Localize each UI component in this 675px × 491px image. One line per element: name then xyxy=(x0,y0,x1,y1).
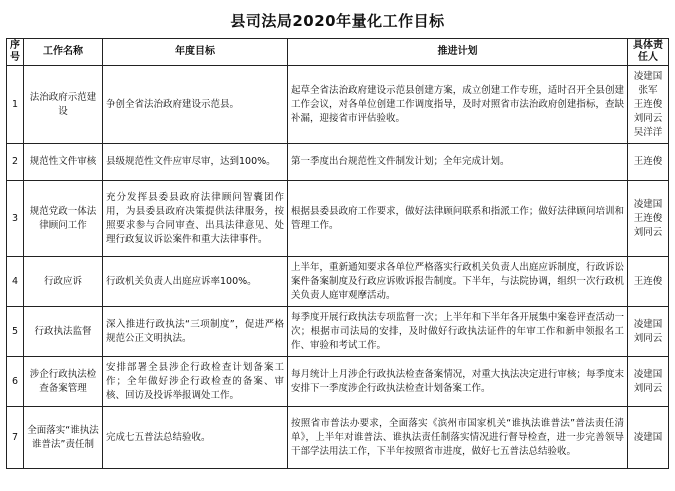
row-seq: 5 xyxy=(7,307,24,357)
row-seq: 2 xyxy=(7,144,24,181)
row-goal: 安排部署全县涉企行政检查计划备案工作；全年做好涉企行政检查的备案、审核、回访及投诉举报调处工作。 xyxy=(103,357,288,407)
row-name: 行政应诉 xyxy=(24,257,103,307)
row-seq: 4 xyxy=(7,257,24,307)
resp-name: 吴洋洋 xyxy=(633,126,663,138)
row-seq: 1 xyxy=(7,66,24,144)
resp-name: 凌建国 xyxy=(633,198,663,210)
row-goal: 行政机关负责人出庭应诉率100%。 xyxy=(103,257,288,307)
row-name: 规范性文件审核 xyxy=(24,144,103,181)
row-name: 涉企行政执法检查备案管理 xyxy=(24,357,103,407)
header-name: 工作名称 xyxy=(24,39,103,66)
row-plan: 按照省市普法办要求，全面落实《滨州市国家机关“谁执法谁普法”普法责任清单》，上半年对谁普法、谁执法责任制落实情况进行督导检查，进一步完善领导干部学法用法工作，下半年按照省市进度，做好七五普法总结验收。 xyxy=(288,407,628,469)
header-resp: 具体责任人 xyxy=(628,39,669,66)
resp-name: 王连俊 xyxy=(633,156,663,167)
row-goal: 争创全省法治政府建设示范县。 xyxy=(103,66,288,144)
table-row xyxy=(7,66,669,144)
resp-name: 凌建国 xyxy=(633,431,663,443)
row-plan: 起草全省法治政府建设示范县创建方案，成立创建工作专班，适时召开全县创建工作会议，对各单位创建工作调度指导，及时对照省市法治政府创建指标，查缺补漏，迎接省市评估验收。 xyxy=(288,66,628,144)
resp-name: 凌建国 xyxy=(633,318,663,330)
table-header-row xyxy=(7,39,669,66)
row-resp xyxy=(628,307,669,357)
table-row xyxy=(7,144,669,181)
row-goal: 县级规范性文件应审尽审，达到100%。 xyxy=(103,144,288,181)
resp-name: 刘同云 xyxy=(633,226,663,238)
row-name: 法治政府示范建设 xyxy=(24,66,103,144)
resp-name: 凌建国 xyxy=(633,70,663,82)
row-goal: 完成七五普法总结验收。 xyxy=(103,407,288,469)
header-plan: 推进计划 xyxy=(288,39,628,66)
table-row xyxy=(7,257,669,307)
row-plan: 每季度开展行政执法专项监督一次；上半年和下半年各开展集中案卷评查活动一次；根据市司法局的安排，及时做好行政执法证件的年审工作和新申领报名工作、审验和考试工作。 xyxy=(288,307,628,357)
resp-name: 王连俊 xyxy=(633,98,663,110)
row-name: 行政执法监督 xyxy=(24,307,103,357)
table-row xyxy=(7,181,669,257)
resp-name: 刘同云 xyxy=(633,112,663,124)
resp-name: 刘同云 xyxy=(633,382,663,394)
resp-name: 王连俊 xyxy=(633,212,663,224)
row-name: 规范党政一体法律顾问工作 xyxy=(24,181,103,257)
row-plan: 上半年，重新通知要求各单位严格落实行政机关负责人出庭应诉制度，行政诉讼案件备案制度及行政应诉败诉报告制度。下半年，与法院协调，组织一次行政机关负责人庭审观摩活动。 xyxy=(288,257,628,307)
table-row xyxy=(7,307,669,357)
resp-name: 张军 xyxy=(638,84,658,96)
row-resp xyxy=(628,407,669,469)
row-resp xyxy=(628,144,669,181)
row-plan: 第一季度出台规范性文件制发计划；全年完成计划。 xyxy=(288,144,628,181)
table-row xyxy=(7,357,669,407)
document-title: 县司法局2020年量化工作目标 xyxy=(230,12,445,30)
row-seq: 3 xyxy=(7,181,24,257)
resp-name: 刘同云 xyxy=(633,332,663,344)
row-resp xyxy=(628,257,669,307)
row-name: 全面落实“谁执法谁普法”责任制 xyxy=(24,407,103,469)
row-resp xyxy=(628,357,669,407)
row-plan: 每月统计上月涉企行政执法检查备案情况，对重大执法决定进行审核；每季度末安排下一季度涉企行政执法检查计划备案工作。 xyxy=(288,357,628,407)
row-resp xyxy=(628,66,669,144)
row-seq: 7 xyxy=(7,407,24,469)
row-seq: 6 xyxy=(7,357,24,407)
table-row xyxy=(7,407,669,469)
header-goal: 年度目标 xyxy=(103,39,288,66)
row-goal: 深入推进行政执法“三项制度”，促进严格规范公正文明执法。 xyxy=(103,307,288,357)
work-target-table xyxy=(6,38,669,469)
header-seq: 序号 xyxy=(7,39,24,66)
row-resp xyxy=(628,181,669,257)
resp-name: 凌建国 xyxy=(633,368,663,380)
row-plan: 根据县委县政府工作要求，做好法律顾问联系和指派工作；做好法律顾问培训和管理工作。 xyxy=(288,181,628,257)
row-goal: 充分发挥县委县政府法律顾问智囊团作用，为县委县政府决策提供法律服务，按照要求参与合同审查、出具法律意见、处理行政复议诉讼案件和重大法律事件。 xyxy=(103,181,288,257)
resp-name: 王连俊 xyxy=(633,275,663,287)
